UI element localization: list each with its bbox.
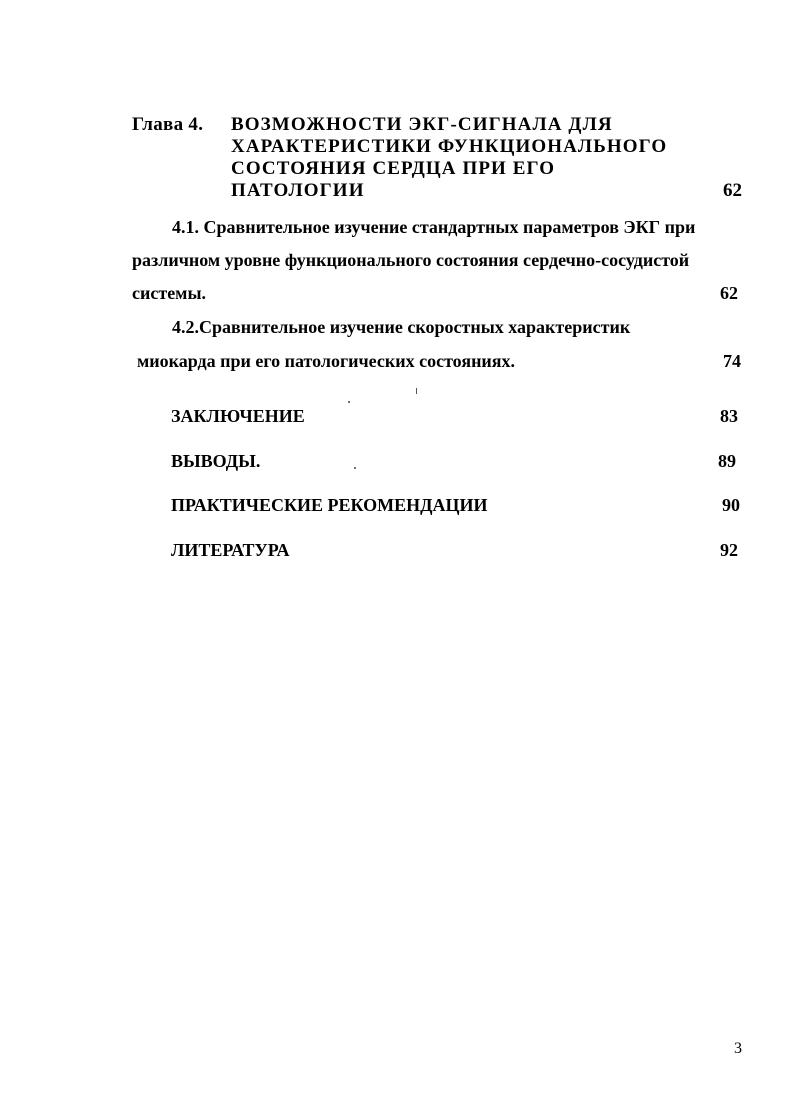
section-4-1-line-2: различном уровне функционального состояния сердечно-сосудистой <box>132 250 690 270</box>
section-4-2-page-number: 74 <box>723 351 741 371</box>
scan-speck <box>348 401 350 403</box>
entry-literature: ЛИТЕРАТУРА <box>171 540 290 560</box>
section-4-2-line-2: миокарда при его патологических состояниях. <box>137 351 516 371</box>
entry-conclusions-page-number: 89 <box>718 451 736 471</box>
chapter-title-line-2: ХАРАКТЕРИСТИКИ ФУНКЦИОНАЛЬНОГО <box>231 136 668 157</box>
chapter-label: Глава 4. <box>132 114 204 135</box>
chapter-title-line-1: ВОЗМОЖНОСТИ ЭКГ-СИГНАЛА ДЛЯ <box>231 114 613 135</box>
page-number: 3 <box>734 1040 742 1057</box>
entry-conclusions: ВЫВОДЫ. <box>171 451 261 471</box>
section-4-1-page-number: 62 <box>720 283 738 303</box>
scan-speck <box>354 467 356 469</box>
entry-literature-page-number: 92 <box>720 540 738 560</box>
entry-practical-recommendations-page-number: 90 <box>722 495 740 515</box>
chapter-title <box>231 114 667 202</box>
section-4-1-line-1: 4.1. Сравнительное изучение стандартных параметров ЭКГ при <box>172 217 696 237</box>
chapter-title-line-3: СОСТОЯНИЯ СЕРДЦА ПРИ ЕГО <box>231 158 556 179</box>
scan-speck <box>416 388 417 394</box>
entry-conclusion-page-number: 83 <box>720 406 738 426</box>
entry-practical-recommendations: ПРАКТИЧЕСКИЕ РЕКОМЕНДАЦИИ <box>171 495 488 515</box>
section-4-1-line-3: системы. <box>132 283 206 303</box>
chapter-page-number: 62 <box>723 180 742 201</box>
entry-conclusion: ЗАКЛЮЧЕНИЕ <box>171 406 305 426</box>
chapter-title-line-4: ПАТОЛОГИИ <box>231 180 365 201</box>
section-4-2-line-1: 4.2.Сравнительное изучение скоростных характеристик <box>172 317 631 337</box>
